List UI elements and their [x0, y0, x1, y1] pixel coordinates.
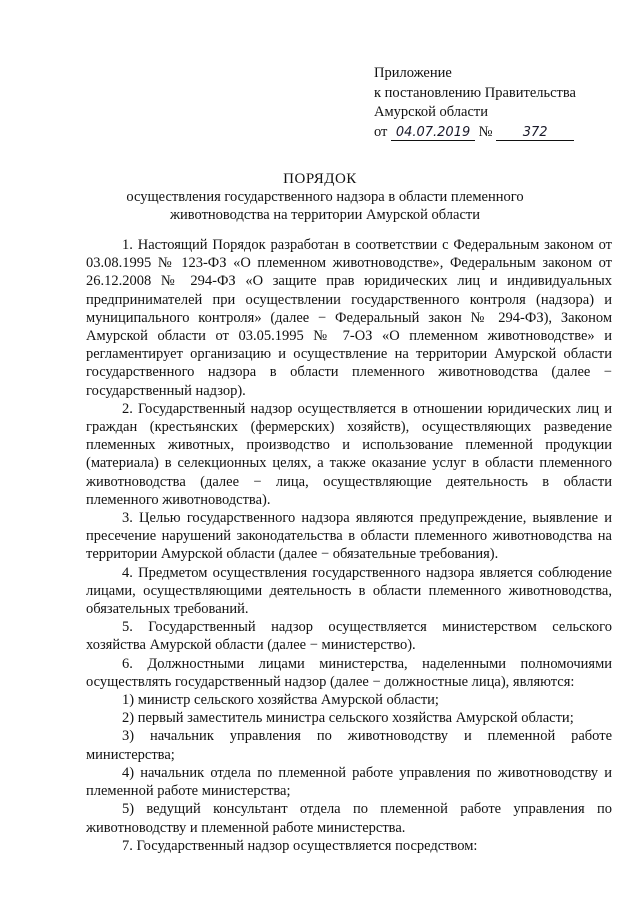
appendix-block — [374, 64, 624, 142]
appendix-line-1: Приложение — [374, 65, 452, 81]
list-item-1: 1) министр сельского хозяйства Амурской области; — [122, 692, 439, 709]
paragraph-3: 3. Целью государственного надзора являются предупреждение, выявление и пресечение нарушений законодательства в области племенного животноводства на территории Амурской области (далее − обязательные требования). — [86, 510, 612, 563]
handwritten-number: 372 — [496, 125, 574, 141]
list-item-5: 5) ведущий консультант отдела по племенной работе управления по животноводству и племенной работе министерства. — [86, 801, 612, 836]
list-item-3: 3) начальник управления по животноводству и племенной работе министерства; — [86, 728, 612, 763]
paragraph-6: 6. Должностными лицами министерства, наделенными полномочиями осуществлять государственный надзор (далее − должностные лица), являются: — [86, 655, 612, 690]
appendix-line-3: Амурской области — [374, 104, 488, 120]
document-subtitle: осуществления государственного надзора в области племенного животноводства на территории Амурской области — [126, 189, 524, 223]
paragraph-1: 1. Настоящий Порядок разработан в соответствии с Федеральным законом от 03.08.1995 № 123-ФЗ «О племенном животноводстве», Федеральным законом от 26.12.2008 № 294-ФЗ «О защите прав юридических лиц и индивидуальных предпринимателей при осуществлении государственного контроля (надзора) и муниципального контроля» (далее − Федеральный закон № 294-ФЗ), Законом Амурской области от 03.05.1995 № 7-ОЗ «О племенном животноводстве» и регламентирует организацию и осуществление на территории Амурской области государственного надзора в области племенного животноводства (далее − государственный надзор). — [86, 237, 612, 399]
number-sign: № — [478, 123, 493, 140]
from-label: от — [374, 123, 388, 140]
document-title: ПОРЯДОК — [283, 171, 357, 187]
list-item-4: 4) начальник отдела по племенной работе управления по животноводству и племенной работе министерства; — [86, 764, 612, 800]
paragraph-2: 2. Государственный надзор осуществляется в отношении юридических лиц и граждан (крестьянских (фермерских) хозяйств), осуществляющих разведение племенных животных, производство и использование племенной продукции (материала) в селекционных целях, а также оказание услуг в области племенного животноводства (далее − лица, осуществляющие деятельность в области племенного животноводства). — [86, 400, 612, 508]
handwritten-date: 04.07.2019 — [391, 125, 475, 141]
paragraph-7: 7. Государственный надзор осуществляется посредством: — [122, 837, 478, 854]
appendix-date-line — [374, 123, 624, 143]
appendix-line-2: к постановлению Правительства — [374, 84, 576, 101]
paragraph-4: 4. Предметом осуществления государственного надзора является соблюдение лицами, осуществляющими деятельность в области племенного животноводства, обязательных требований. — [86, 564, 612, 618]
paragraph-5: 5. Государственный надзор осуществляется министерством сельского хозяйства Амурской области (далее − министерство). — [86, 619, 612, 654]
document-body — [86, 236, 612, 855]
list-item-2: 2) первый заместитель министра сельского хозяйства Амурской области; — [122, 710, 574, 727]
